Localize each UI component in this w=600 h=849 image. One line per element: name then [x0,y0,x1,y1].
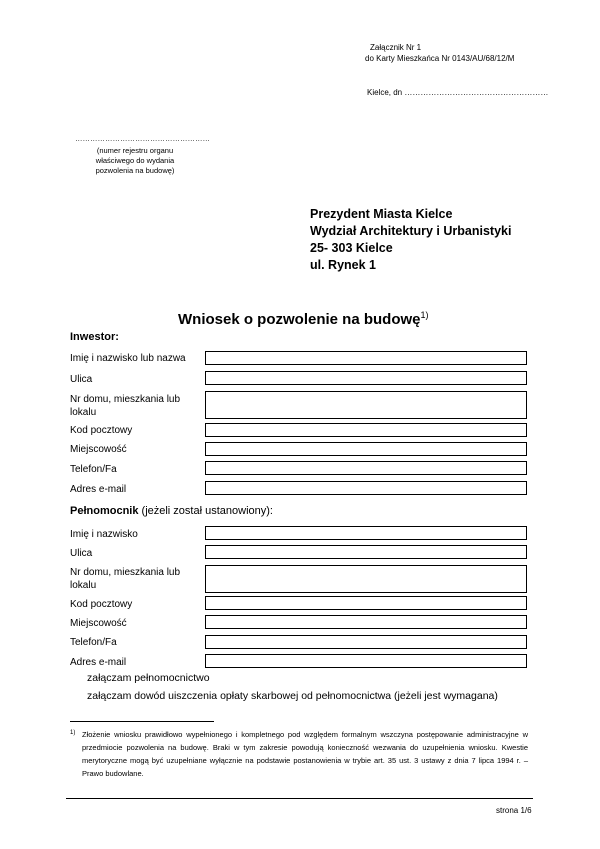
proxy-house-number-field[interactable] [205,565,527,593]
page-number: strona 1/6 [496,806,532,815]
investor-postal-code-label: Kod pocztowy [70,425,133,436]
investor-name-label: Imię i nazwisko lub nazwa [70,353,186,364]
recipient-address [310,206,511,274]
proxy-email-label: Adres e-mail [70,657,127,668]
footnote-text: Złożenie wniosku prawidłowo wypełnionego i kompletnego pod względem formalnym wszczyna postępowanie administracyjne w przedmiocie pozwolenia na budowę. Braki w tym zakresie powodują konieczność wezwania do uzupełnienia wniosku. Kwestie merytoryczne mogą być uzupełniane wyłącznie na podstawie postanowienia w trybie art. 35 ust. 3 ustawy z dnia 7 lipca 1994 r. – Prawo budowlane. [82,730,528,778]
recipient-line: Wydział Architektury i Urbanistyki [310,224,512,238]
proxy-city-label: Miejscowość [70,618,127,629]
proxy-heading [70,505,273,517]
investor-city-field[interactable] [205,442,527,456]
registry-caption-line: pozwolenia na budowę) [95,166,175,175]
proxy-phone-field[interactable] [205,635,527,649]
page-title [178,310,429,328]
power-of-attorney-checkbox[interactable] [70,675,79,684]
proxy-heading-rest: (jeżeli został ustanowiony): [138,505,273,517]
recipient-line: Prezydent Miasta Kielce [310,207,453,221]
investor-house-number-label: Nr domu, mieszkania lub lokalu [70,394,181,418]
proxy-house-number-label: Nr domu, mieszkania lub lokalu [70,567,181,591]
registry-caption-line: właściwego do wydania [95,156,175,165]
investor-heading: Inwestor: [70,331,119,343]
investor-house-number-field[interactable] [205,391,527,419]
proxy-postal-code-field[interactable] [205,596,527,610]
proxy-email-field[interactable] [205,654,527,668]
place-date-prefix: Kielce, dn [367,88,403,97]
place-date-dots: ……………………………………………… [404,88,549,97]
investor-postal-code-field[interactable] [205,423,527,437]
attachment-reference: do Karty Mieszkańca Nr 0143/AU/68/12/M [365,54,515,63]
proxy-name-label: Imię i nazwisko [70,529,138,540]
investor-street-label: Ulica [70,374,93,385]
registry-number-dots: ……………………………………………… [75,134,210,143]
registry-caption-line: (numer rejestru organu [96,146,174,155]
investor-name-field[interactable] [205,351,527,365]
title-text: Wniosek o pozwolenie na budowę [178,311,421,328]
proxy-name-field[interactable] [205,526,527,540]
stamp-duty-checkbox[interactable] [70,693,79,702]
investor-email-field[interactable] [205,481,527,495]
footer-divider [66,798,533,799]
footnote-mark: 1) [70,730,76,736]
stamp-duty-label: załączam dowód uiszczenia opłaty skarbowej od pełnomocnictwa (jeżeli jest wymagana) [87,690,498,702]
proxy-postal-code-label: Kod pocztowy [70,599,133,610]
recipient-line: 25- 303 Kielce [310,241,393,255]
registry-number-caption [70,146,200,176]
title-footnote-mark: 1) [420,310,429,320]
investor-email-label: Adres e-mail [70,484,127,495]
power-of-attorney-label: załączam pełnomocnictwo [87,672,210,684]
investor-phone-field[interactable] [205,461,527,475]
place-date [367,87,548,98]
investor-street-field[interactable] [205,371,527,385]
proxy-street-field[interactable] [205,545,527,559]
investor-city-label: Miejscowość [70,444,127,455]
proxy-phone-label: Telefon/Fa [70,637,117,648]
recipient-line: ul. Rynek 1 [310,258,376,272]
attachment-number: Załącznik Nr 1 [370,43,422,52]
proxy-city-field[interactable] [205,615,527,629]
investor-phone-label: Telefon/Fa [70,464,117,475]
footnote-separator [70,721,214,722]
proxy-street-label: Ulica [70,548,93,559]
proxy-heading-bold: Pełnomocnik [70,505,139,517]
